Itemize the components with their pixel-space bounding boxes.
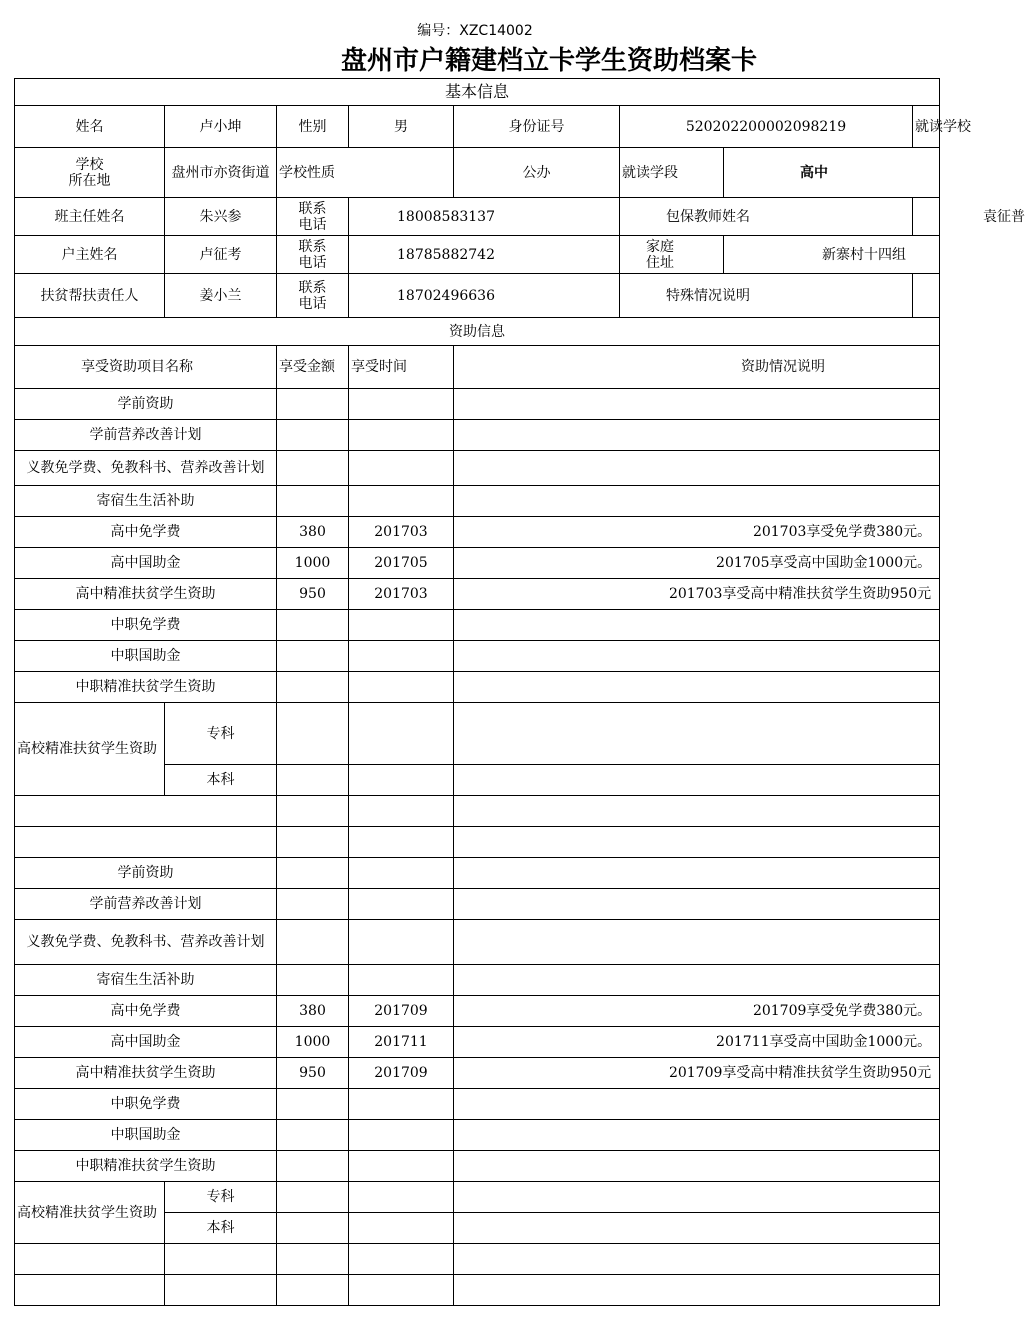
college-sub-benke: 本科 — [165, 1213, 277, 1244]
id-value: 520202200002098219 — [620, 106, 913, 148]
aid-time — [349, 1151, 454, 1182]
aid-row — [15, 579, 940, 610]
blank-row — [15, 1275, 940, 1306]
stage-label: 就读学段 — [620, 148, 724, 198]
aid-row — [15, 858, 940, 889]
aid-row — [15, 548, 940, 579]
aid-time — [349, 1120, 454, 1151]
aid-section-row — [15, 318, 940, 346]
aid-row — [15, 672, 940, 703]
aid-time: 201711 — [349, 1027, 454, 1058]
aid-amount — [277, 420, 349, 451]
aid-row — [15, 641, 940, 672]
card-number: 编号：XZC14002 — [417, 23, 533, 39]
aid-amount: 380 — [277, 996, 349, 1027]
aid-time — [349, 858, 454, 889]
aid-row — [15, 1151, 940, 1182]
col-amount-header: 享受金额 — [277, 346, 349, 389]
aid-item-name: 学前营养改善计划 — [15, 889, 277, 920]
aid-item-name: 高中免学费 — [15, 996, 277, 1027]
aid-row — [15, 517, 940, 548]
aid-row — [15, 1089, 940, 1120]
college-sub-zhuanke: 专科 — [165, 703, 277, 765]
aid-block-2 — [15, 858, 940, 1306]
aid-description — [454, 610, 940, 641]
aid-description — [454, 672, 940, 703]
aid-amount: 950 — [277, 1058, 349, 1089]
aid-amount — [277, 486, 349, 517]
aid-description: 201709享受高中精准扶贫学生资助950元 — [454, 1058, 940, 1089]
aid-row — [15, 889, 940, 920]
college-zhuanke-time — [349, 703, 454, 765]
aid-item-name: 中职免学费 — [15, 610, 277, 641]
aid-item-name: 中职免学费 — [15, 1089, 277, 1120]
school-label: 就读学校 — [913, 106, 940, 148]
aid-time — [349, 641, 454, 672]
special-label: 特殊情况说明 — [620, 274, 913, 318]
aid-amount — [277, 889, 349, 920]
aid-time: 201703 — [349, 579, 454, 610]
blank-row — [15, 796, 940, 827]
aid-description: 201703享受免学费380元。 — [454, 517, 940, 548]
aid-item-name: 高中精准扶贫学生资助 — [15, 579, 277, 610]
aid-description — [454, 1089, 940, 1120]
aid-time — [349, 672, 454, 703]
aid-description — [454, 389, 940, 420]
archive-table — [14, 78, 1025, 1306]
aid-description — [454, 889, 940, 920]
aid-description — [454, 858, 940, 889]
aid-description: 201709享受免学费380元。 — [454, 996, 940, 1027]
gender-label: 性别 — [277, 106, 349, 148]
aid-row — [15, 965, 940, 996]
aid-time — [349, 965, 454, 996]
col-desc-header: 资助情况说明 — [454, 346, 940, 389]
aid-block-1 — [15, 389, 940, 858]
gender-value: 男 — [349, 106, 454, 148]
basic-row-3 — [15, 198, 940, 236]
aid-description — [454, 486, 940, 517]
helper-phone-value: 18702496636 — [349, 274, 620, 318]
helper-phone-label: 联系 电话 — [277, 274, 349, 318]
aid-item-name: 寄宿生生活补助 — [15, 486, 277, 517]
college-zhuanke-amount — [277, 1182, 349, 1213]
teacher-phone-value: 18008583137 — [349, 198, 620, 236]
aid-item-name: 高中精准扶贫学生资助 — [15, 1058, 277, 1089]
aid-item-name: 学前营养改善计划 — [15, 420, 277, 451]
basic-section-row — [15, 79, 940, 106]
aid-row — [15, 420, 940, 451]
aid-amount: 1000 — [277, 1027, 349, 1058]
school-nature-value: 公办 — [454, 148, 620, 198]
aid-time — [349, 486, 454, 517]
aid-time — [349, 420, 454, 451]
aid-time — [349, 389, 454, 420]
college-benke-desc — [454, 765, 940, 796]
aid-amount — [277, 672, 349, 703]
stage-value: 高中 — [724, 148, 940, 198]
college-label: 高校精准扶贫学生资助 — [15, 703, 165, 796]
aid-description — [454, 920, 940, 965]
aid-amount — [277, 451, 349, 486]
teacher-value: 朱兴参 — [165, 198, 277, 236]
aid-row — [15, 996, 940, 1027]
aid-amount — [277, 920, 349, 965]
aid-item-name: 高中免学费 — [15, 517, 277, 548]
basic-row-1 — [15, 106, 940, 148]
college-sub-benke: 本科 — [165, 765, 277, 796]
householder-phone-value: 18785882742 — [349, 236, 620, 274]
aid-description — [454, 1120, 940, 1151]
col-time-header: 享受时间 — [349, 346, 454, 389]
aid-row — [15, 1027, 940, 1058]
aid-item-name: 中职国助金 — [15, 641, 277, 672]
college-benke-time — [349, 1213, 454, 1244]
aid-amount: 380 — [277, 517, 349, 548]
aid-item-name: 义教免学费、免教科书、营养改善计划 — [15, 920, 277, 965]
aid-time: 201709 — [349, 1058, 454, 1089]
aid-amount: 1000 — [277, 548, 349, 579]
college-benke-desc — [454, 1213, 940, 1244]
aid-row — [15, 451, 940, 486]
aid-amount: 950 — [277, 579, 349, 610]
aid-header-row — [15, 346, 940, 389]
aid-description — [454, 965, 940, 996]
aid-row — [15, 486, 940, 517]
basic-row-4 — [15, 236, 940, 274]
college-zhuanke-desc — [454, 1182, 940, 1213]
householder-value: 卢征考 — [165, 236, 277, 274]
helper-value: 姜小兰 — [165, 274, 277, 318]
aid-amount — [277, 389, 349, 420]
aid-time: 201703 — [349, 517, 454, 548]
householder-label: 户主姓名 — [15, 236, 165, 274]
aid-time — [349, 451, 454, 486]
aid-row — [15, 610, 940, 641]
guarantor-value: 袁征普 — [913, 198, 940, 236]
name-value: 卢小坤 — [165, 106, 277, 148]
aid-row — [15, 1058, 940, 1089]
blank-row — [15, 827, 940, 858]
card-title: 盘州市户籍建档立卡学生资助档案卡 — [341, 46, 758, 76]
aid-description: 201711享受高中国助金1000元。 — [454, 1027, 940, 1058]
aid-description — [454, 420, 940, 451]
aid-item-name: 学前资助 — [15, 858, 277, 889]
college-benke-amount — [277, 765, 349, 796]
aid-time — [349, 889, 454, 920]
college-zhuanke-amount — [277, 703, 349, 765]
aid-time: 201709 — [349, 996, 454, 1027]
aid-row — [15, 1120, 940, 1151]
basic-row-2 — [15, 148, 940, 198]
college-sub-zhuanke: 专科 — [165, 1182, 277, 1213]
archive-card — [14, 78, 1025, 1276]
id-label: 身份证号 — [454, 106, 620, 148]
blank-row — [15, 1244, 940, 1275]
aid-amount — [277, 965, 349, 996]
aid-item-name: 寄宿生生活补助 — [15, 965, 277, 996]
guarantor-label: 包保教师姓名 — [620, 198, 913, 236]
college-benke-time — [349, 765, 454, 796]
aid-section-title: 资助信息 — [15, 318, 940, 346]
aid-amount — [277, 1120, 349, 1151]
aid-item-name: 高中国助金 — [15, 548, 277, 579]
address-label: 家庭 住址 — [620, 236, 724, 274]
teacher-label: 班主任姓名 — [15, 198, 165, 236]
aid-item-name: 中职精准扶贫学生资助 — [15, 672, 277, 703]
aid-description — [454, 641, 940, 672]
aid-amount — [277, 1089, 349, 1120]
aid-description — [454, 1151, 940, 1182]
aid-item-name: 中职精准扶贫学生资助 — [15, 1151, 277, 1182]
aid-row — [15, 920, 940, 965]
school-location-value: 盘州市亦资街道 — [165, 148, 277, 198]
householder-phone-label: 联系 电话 — [277, 236, 349, 274]
special-value — [913, 274, 940, 318]
aid-item-name: 学前资助 — [15, 389, 277, 420]
college-benke-amount — [277, 1213, 349, 1244]
address-value: 新寨村十四组 — [724, 236, 940, 274]
aid-amount — [277, 610, 349, 641]
aid-description: 201703享受高中精准扶贫学生资助950元 — [454, 579, 940, 610]
basic-row-5 — [15, 274, 940, 318]
aid-time — [349, 1089, 454, 1120]
college-zhuanke-desc — [454, 703, 940, 765]
teacher-phone-label: 联系 电话 — [277, 198, 349, 236]
basic-section-title: 基本信息 — [15, 79, 940, 106]
col-item-header: 享受资助项目名称 — [15, 346, 277, 389]
aid-amount — [277, 858, 349, 889]
aid-time: 201705 — [349, 548, 454, 579]
aid-row — [15, 389, 940, 420]
college-zhuanke-time — [349, 1182, 454, 1213]
aid-amount — [277, 641, 349, 672]
aid-description — [454, 451, 940, 486]
helper-label: 扶贫帮扶责任人 — [15, 274, 165, 318]
aid-description: 201705享受高中国助金1000元。 — [454, 548, 940, 579]
aid-item-name: 义教免学费、免教科书、营养改善计划 — [15, 451, 277, 486]
aid-time — [349, 610, 454, 641]
college-label: 高校精准扶贫学生资助 — [15, 1182, 165, 1244]
college-row-zhuanke — [15, 1182, 940, 1213]
college-row-zhuanke — [15, 703, 940, 765]
school-nature-label: 学校性质 — [277, 148, 454, 198]
aid-item-name: 高中国助金 — [15, 1027, 277, 1058]
aid-item-name: 中职国助金 — [15, 1120, 277, 1151]
name-label: 姓名 — [15, 106, 165, 148]
aid-time — [349, 920, 454, 965]
school-location-label: 学校 所在地 — [15, 148, 165, 198]
aid-amount — [277, 1151, 349, 1182]
